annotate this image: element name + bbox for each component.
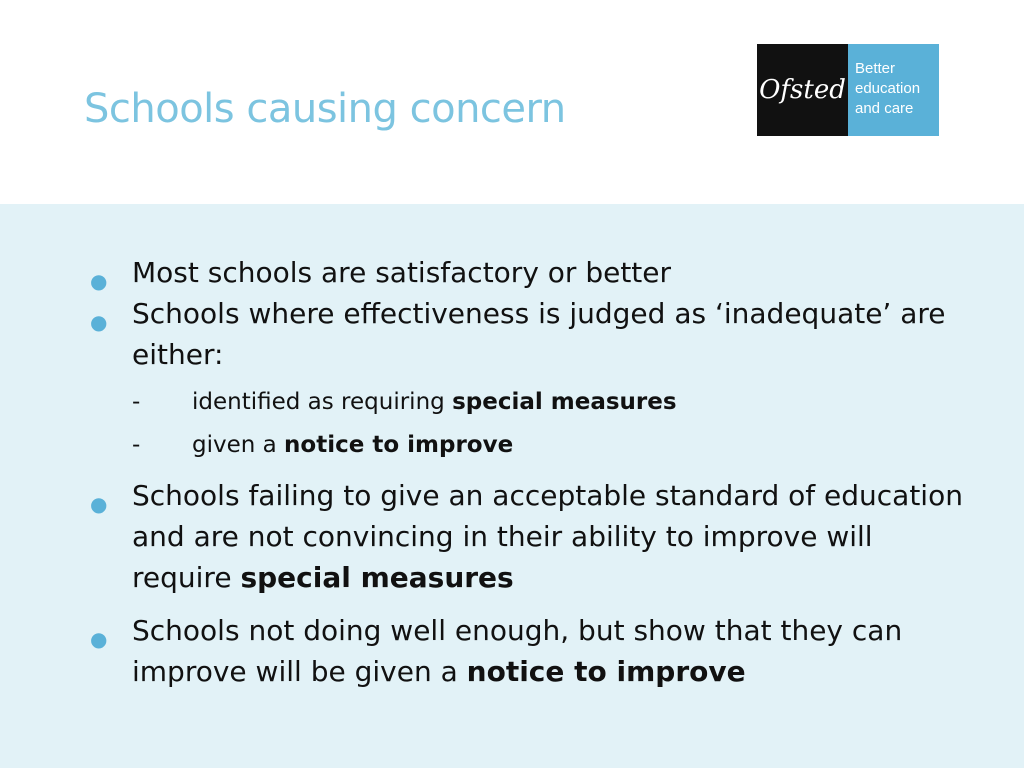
bullet-item (88, 252, 968, 293)
slide-title: Schools causing concern (84, 86, 566, 132)
logo-tagline (848, 44, 939, 136)
sub-item (132, 424, 968, 467)
bullet-dot-icon: ● (90, 627, 108, 651)
bullet-list (88, 252, 968, 692)
bullet-item (88, 293, 968, 467)
bullet-text: Schools where effectiveness is judged as ‘inadequate’ are either: (132, 297, 946, 371)
bullet-text: Schools not doing well enough, but show that they can improve will be given a (132, 614, 903, 688)
bullet-item (88, 610, 968, 692)
bullet-text: Schools failing to give an acceptable standard of education and are not convincing in their ability to improve will require (132, 479, 963, 594)
logo-tagline-line: and care (855, 100, 914, 117)
bullet-text: Most schools are satisfactory or better (132, 256, 672, 289)
sub-item-text: identified as requiring (192, 389, 453, 415)
sub-item (132, 381, 968, 424)
slide-body (0, 204, 1024, 768)
sub-list (132, 381, 968, 467)
bullet-emphasis: special measures (240, 561, 514, 594)
bullet-dot-icon: ● (90, 269, 108, 293)
slide-header (0, 0, 1024, 204)
logo-wordmark: Ofsted (757, 44, 848, 136)
dash-marker: - (132, 432, 141, 458)
sub-item-text: given a (192, 432, 285, 458)
logo-tagline-line: education (855, 80, 921, 97)
bullet-dot-icon: ● (90, 492, 108, 516)
bullet-emphasis: notice to improve (466, 655, 746, 688)
dash-marker: - (132, 389, 141, 415)
bullet-item (88, 475, 968, 598)
ofsted-logo (757, 44, 939, 136)
logo-tagline-line: Better (855, 60, 896, 77)
sub-item-emphasis: special measures (452, 389, 677, 415)
bullet-dot-icon: ● (90, 310, 108, 334)
sub-item-emphasis: notice to improve (284, 432, 514, 458)
